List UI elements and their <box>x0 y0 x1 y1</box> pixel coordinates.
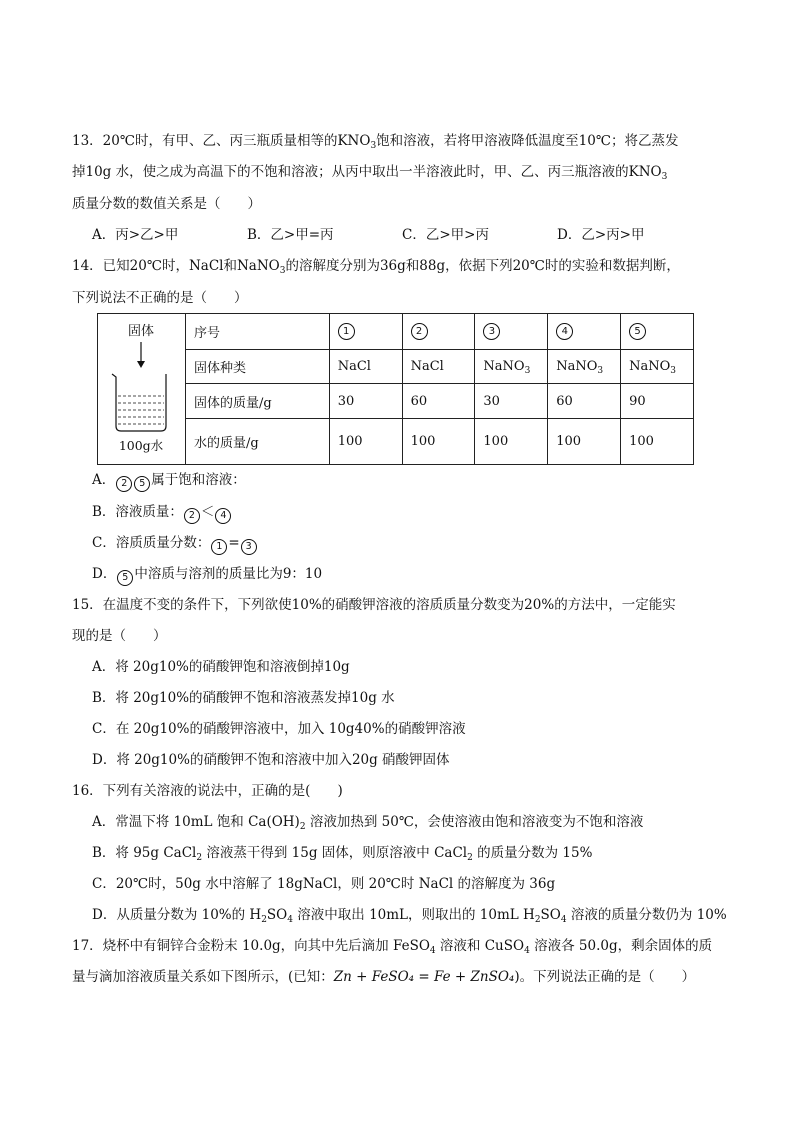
q15-line2: 现的是（ ） <box>72 628 167 644</box>
q13-option-a[interactable]: A．丙>乙>甲 <box>92 227 179 243</box>
water-cell-1: 100 <box>329 418 402 464</box>
q14-option-d[interactable]: D． 5 中溶质与溶剂的质量比为9：10 <box>92 564 322 586</box>
q13-line1: 13．20℃时，有甲、乙、丙三瓶质量相等的$KNO_3$饱和溶液，若将甲溶液降低温度至10℃；将乙蒸发 <box>72 133 679 151</box>
type-cell-4: NaNO$_3$ <box>548 350 621 384</box>
mass-cell-1: 30 <box>329 384 402 418</box>
q13-option-b[interactable]: B．乙>甲=丙 <box>247 227 334 243</box>
mass-cell-3: 30 <box>475 384 548 418</box>
beaker-figure-cell <box>98 314 186 465</box>
mass-cell-5: 90 <box>621 384 694 418</box>
q15-option-a[interactable]: A．将 20g10%的硝酸钾饱和溶液倒掉10g <box>92 659 350 675</box>
water-label: 100g水 <box>118 438 164 453</box>
q15-option-b[interactable]: B．将 20g10%的硝酸钾不饱和溶液蒸发掉10g 水 <box>92 690 395 706</box>
q16-option-d[interactable]: D．从质量分数为 10%的 $H_2SO_4$ 溶液中取出 10mL，则取出的 10mL $H_2SO_4$ 溶液的质量分数仍为 10% <box>92 907 727 925</box>
header-num-2: 2 <box>402 314 475 350</box>
header-num-1: 1 <box>329 314 402 350</box>
type-cell-1: NaCl <box>329 350 402 384</box>
q15-option-d[interactable]: D．将 20g10%的硝酸钾不饱和溶液中加入20g 硝酸钾固体 <box>92 752 450 768</box>
mass-cell-4: 60 <box>548 384 621 418</box>
q14-experiment-table-wrap <box>97 313 694 463</box>
header-num-4: 4 <box>548 314 621 350</box>
q13-line3: 质量分数的数值关系是（ ） <box>72 196 261 212</box>
mass-label-cell: 固体的质量/g <box>186 384 330 418</box>
header-num-5: 5 <box>621 314 694 350</box>
q17-line2: 量与滴加溶液质量关系如下图所示，(已知：Zn + FeSO₄ = Fe + ZnSO₄)。下列说法正确的是（ ） <box>72 969 696 985</box>
q16-line1: 16．下列有关溶液的说法中，正确的是( ) <box>72 783 343 799</box>
mass-cell-2: 60 <box>402 384 475 418</box>
q15-option-c[interactable]: C．在 20g10%的硝酸钾溶液中，加入 10g40%的硝酸钾溶液 <box>92 721 466 737</box>
solid-label: 固体 <box>127 324 154 339</box>
water-cell-3: 100 <box>475 418 548 464</box>
water-cell-4: 100 <box>548 418 621 464</box>
q16-option-c[interactable]: C．20℃时，50g 水中溶解了 18gNaCl，则 20℃时 NaCl 的溶解度为 36g <box>92 876 556 892</box>
type-cell-2: NaCl <box>402 350 475 384</box>
water-cell-5: 100 <box>621 418 694 464</box>
types-label-cell: 固体种类 <box>186 350 330 384</box>
water-label-cell: 水的质量/g <box>186 418 330 464</box>
q16-option-a[interactable]: A．常温下将 10mL 饱和 $Ca(OH)_2$ 溶液加热到 50℃，会使溶液由饱和溶液变为不饱和溶液 <box>92 814 644 832</box>
q13-line2: 掉10g 水，使之成为高温下的不饱和溶液；从丙中取出一半溶液此时，甲、乙、丙三瓶溶液的$KNO_3$ <box>72 164 668 182</box>
q14-option-a[interactable]: A． 2 5 属于饱和溶液： <box>92 470 246 492</box>
type-cell-3: NaNO$_3$ <box>475 350 548 384</box>
type-cell-5: NaNO$_3$ <box>621 350 694 384</box>
q17-line1: 17．烧杯中有铜锌合金粉末 10.0g，向其中先后滴加 FeSO$_4$ 溶液和 CuSO$_4$ 溶液各 50.0g，剩余固体的质 <box>72 938 713 956</box>
q14-option-b[interactable]: B．溶液质量： 2 ＜ 4 <box>92 502 232 524</box>
q13-option-d[interactable]: D．乙>丙>甲 <box>557 227 645 243</box>
q15-line1: 15．在温度不变的条件下，下列欲使10%的硝酸钾溶液的溶质质量分数变为20%的方法中，一定能实 <box>72 597 676 613</box>
q14-line1: 14．已知20℃时，NaCl和NaNO$_3$的溶解度分别为36g和88g，依据下列20℃时的实验和数据判断， <box>72 258 680 276</box>
q17-equation: Zn + FeSO₄ = Fe + ZnSO₄ <box>333 969 515 985</box>
q13-option-c[interactable]: C．乙>甲>丙 <box>402 227 489 243</box>
water-cell-2: 100 <box>402 418 475 464</box>
header-num-3: 3 <box>475 314 548 350</box>
q14-line2: 下列说法不正确的是（ ） <box>72 290 248 306</box>
q14-experiment-table <box>97 313 694 465</box>
q16-option-b[interactable]: B．将 95g CaCl$_2$ 溶液蒸干得到 15g 固体，则原溶液中 CaCl$_2$ 的质量分数为 15% <box>92 845 593 863</box>
q14-option-c[interactable]: C．溶质质量分数： 1 = 3 <box>92 533 258 555</box>
q13-options <box>92 225 732 245</box>
header-label-cell: 序号 <box>186 314 330 350</box>
